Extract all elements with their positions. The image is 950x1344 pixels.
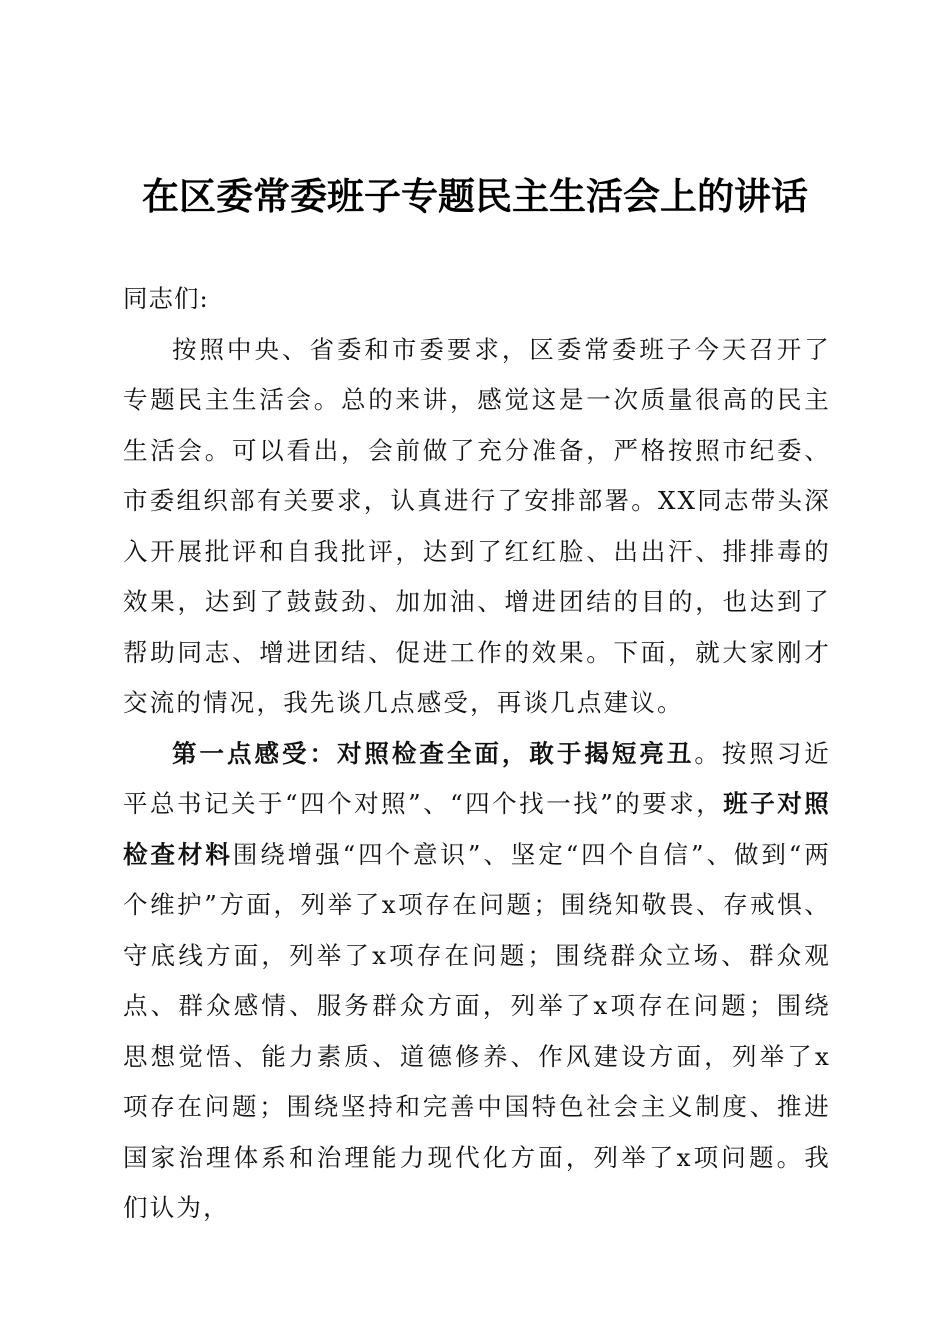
paragraph-intro: 按照中央、省委和市委要求，区委常委班子今天召开了专题民主生活会。总的来讲，感觉这是一次质量很高的民主生活会。可以看出，会前做了充分准备，严格按照市纪委、市委组织部有关要求，认真进行了安排部署。XX同志带头深入开展批评和自我批评，达到了红红脸、出出汗、排排毒的效果，达到了鼓鼓劲、加加油、增进团结的目的，也达到了帮助同志、增进团结、促进工作的效果。下面，就大家刚才交流的情况，我先谈几点感受，再谈几点建议。 bbox=[123, 334, 831, 717]
first-point-heading: 第一点感受：对照检查全面，敢于揭短亮丑 bbox=[172, 738, 695, 768]
paragraph-first-point bbox=[123, 729, 831, 1234]
first-point-bold-phrase: 班子对照检查材料 bbox=[123, 789, 831, 869]
salutation: 同志们: bbox=[123, 284, 209, 313]
first-point-text-a: 。按照习近平总书记关于“四个对照”、“四个找一找”的要求， bbox=[123, 738, 831, 818]
document-title: 在区委常委班子专题民主生活会上的讲话 bbox=[142, 174, 808, 218]
document-body bbox=[123, 274, 831, 1234]
first-point-text-c: 围绕增强“四个意识”、坚定“四个自信”、做到“两个维护”方面，列举了x项存在问题；围绕知敬畏、存戒惧、守底线方面，列举了x项存在问题；围绕群众立场、群众观点、群众感情、服务群众方面，列举了x项存在问题；围绕思想觉悟、能力素质、道德修养、作风建设方面，列举了x项存在问题；围绕坚持和完善中国特色社会主义制度、推进国家治理体系和治理能力现代化方面，列举了x项问题。我们认为， bbox=[123, 839, 831, 1222]
